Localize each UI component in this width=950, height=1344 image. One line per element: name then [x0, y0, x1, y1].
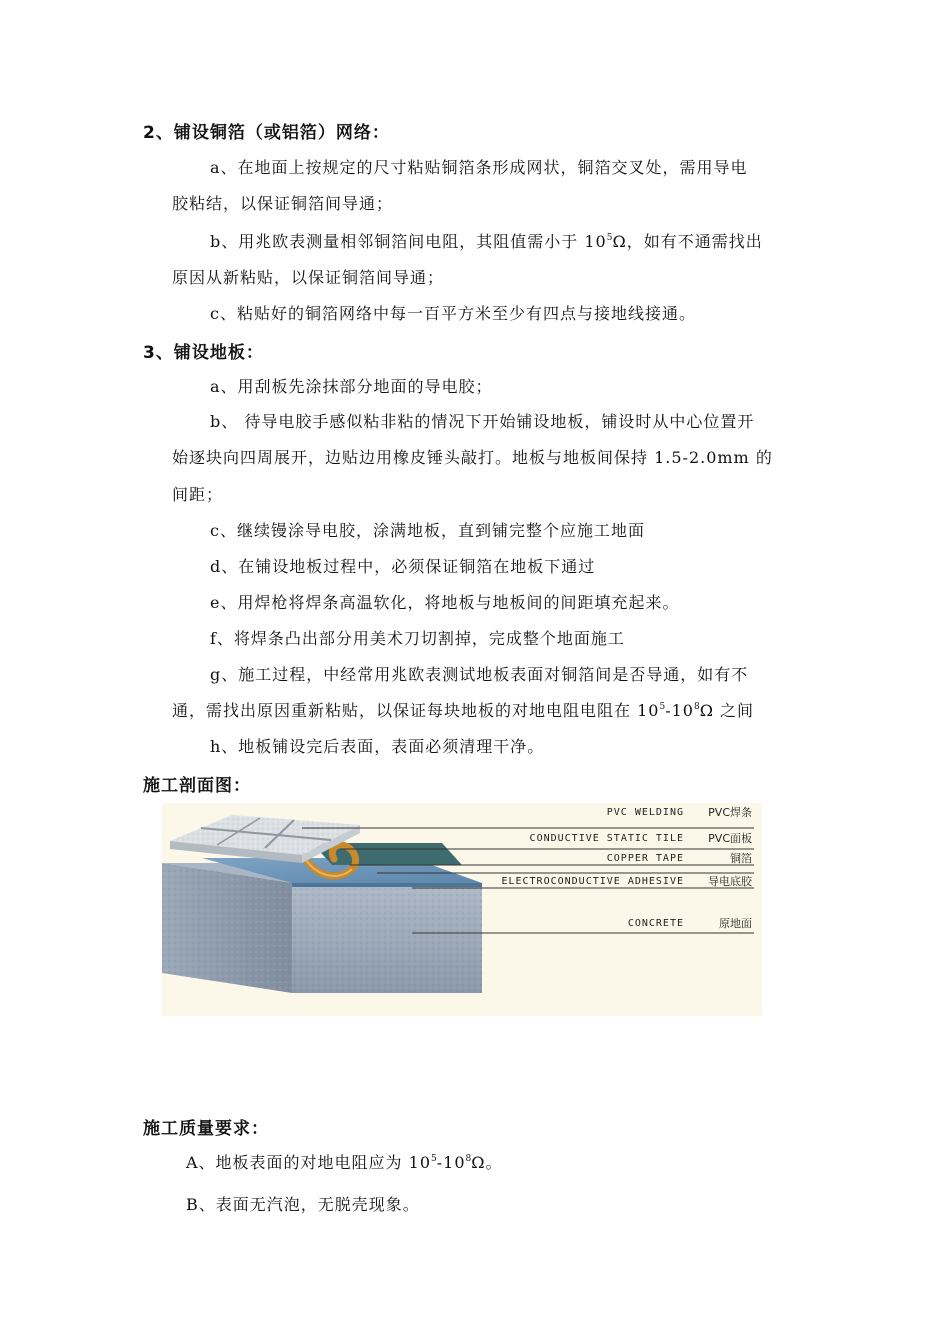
section-2-item-b-cont: 原因从新粘贴，以保证铜箔间导通；	[172, 268, 445, 287]
section-3-item-c: c、继续镘涂导电胶，涂满地板，直到铺完整个应施工地面	[210, 521, 645, 540]
cross-section-svg	[162, 803, 762, 1016]
section-3-item-h: h、地板铺设完后表面，表面必须清理干净。	[210, 737, 545, 756]
label-adhesive-cn: 导电底胶	[708, 875, 752, 888]
section-3-item-d: d、在铺设地板过程中，必须保证铜箔在地板下通过	[210, 557, 596, 576]
cross-section-diagram	[162, 803, 762, 1016]
label-adhesive-en: ELECTROCONDUCTIVE ADHESIVE	[501, 876, 684, 887]
label-pvc-welding-cn: PVC焊条	[708, 806, 752, 819]
label-static-tile-cn: PVC面板	[708, 832, 752, 845]
quality-item-a: A、地板表面的对地电阻应为 $10^5-10^8\Omega$。	[186, 1153, 503, 1172]
section-3-item-e: e、用焊枪将焊条高温软化，将地板与地板间的间距填充起来。	[210, 593, 680, 612]
section-2-item-b: b、用兆欧表测量相邻铜箔间电阻，其阻值需小于 $10^5\Omega$，如有不通需找出	[210, 232, 763, 251]
section-3-item-b: b、 待导电胶手感似粘非粘的情况下开始铺设地板，铺设时从中心位置开	[210, 412, 755, 431]
section-2-item-c: c、粘贴好的铜箔网络中每一百平方米至少有四点与接地线接通。	[210, 304, 696, 323]
section-2-item-a: a、在地面上按规定的尺寸粘贴铜箔条形成网状，铜箔交叉处，需用导电	[210, 158, 748, 177]
diagram-heading: 施工剖面图：	[143, 776, 251, 796]
section-3-item-g-cont: 通，需找出原因重新粘贴，以保证每块地板的对地电阻电阻在 $10^5-10^8\Omega$ 之间	[172, 701, 755, 720]
section-3-item-g: g、施工过程，中经常用兆欧表测试地板表面对铜箔间是否导通，如有不	[210, 665, 749, 684]
label-concrete-en: CONCRETE	[627, 918, 684, 929]
section-2-item-a-cont: 胶粘结，以保证铜箔间导通；	[172, 194, 394, 213]
quality-heading: 施工质量要求：	[143, 1119, 269, 1139]
section-3-item-b-cont2: 间距；	[172, 485, 224, 504]
label-pvc-welding-en: PVC WELDING	[606, 807, 684, 818]
label-static-tile-en: CONDUCTIVE STATIC TILE	[529, 833, 684, 844]
label-copper-tape-en: COPPER TAPE	[606, 853, 684, 864]
label-copper-tape-cn: 铜箔	[730, 852, 752, 865]
quality-item-b: B、表面无汽泡，无脱壳现象。	[186, 1195, 420, 1214]
section-2-heading: 2、铺设铜箔（或铝箔）网络：	[143, 123, 390, 143]
section-3-heading: 3、铺设地板：	[143, 343, 264, 363]
section-3-item-f: f、将焊条凸出部分用美术刀切割掉，完成整个地面施工	[210, 629, 625, 648]
section-3-item-a: a、用刮板先涂抹部分地面的导电胶；	[210, 377, 493, 396]
section-3-item-b-cont1: 始逐块向四周展开，边贴边用橡皮锤头敲打。地板与地板间保持 1.5-2.0mm 的	[172, 448, 773, 467]
label-concrete-cn: 原地面	[719, 917, 752, 930]
